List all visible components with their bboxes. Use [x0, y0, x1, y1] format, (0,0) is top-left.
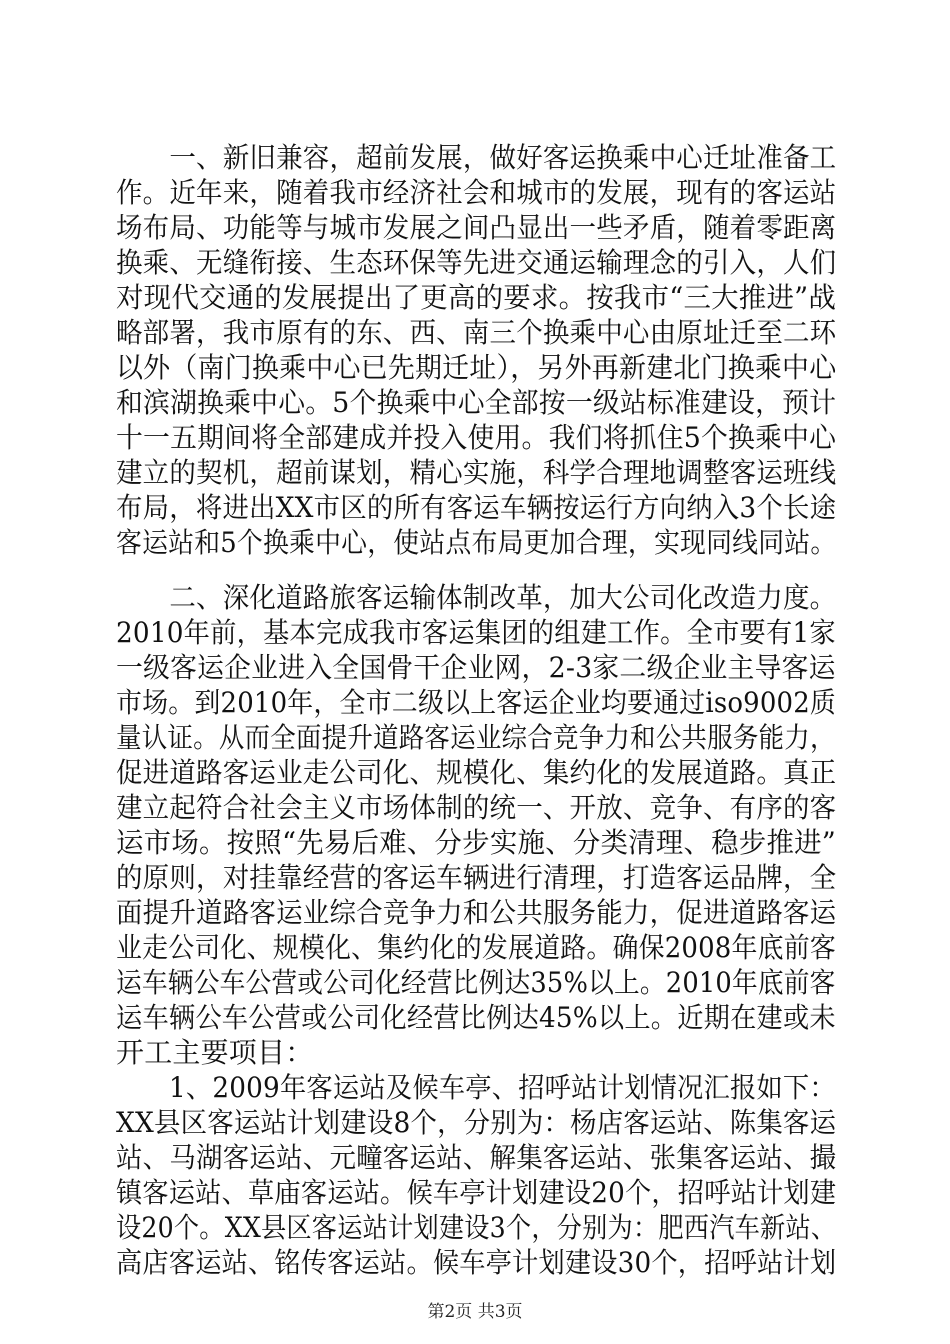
text-line: 二、深化道路旅客运输体制改革，加大公司化改造力度。	[116, 581, 837, 614]
text-line: 一、新旧兼容，超前发展，做好客运换乘中心迁址准备工	[116, 141, 837, 174]
text-line: 十一五期间将全部建成并投入使用。我们将抓住5个换乘中心	[116, 421, 837, 454]
text-line: 市场。到2010年，全市二级以上客运企业均要通过iso9002质	[116, 686, 837, 719]
text-line: 促进道路客运业走公司化、规模化、集约化的发展道路。真正	[116, 756, 837, 789]
text-line: 布局，将进出XX市区的所有客运车辆按运行方向纳入3个长途	[116, 491, 837, 524]
text-line: 的原则，对挂靠经营的客运车辆进行清理，打造客运品牌，全	[116, 861, 837, 894]
text-line: 运车辆公车公营或公司化经营比例达45%以上。近期在建或未	[116, 1001, 836, 1034]
page-footer: 第2页 共3页	[427, 1302, 523, 1322]
text-line: 运车辆公车公营或公司化经营比例达35%以上。2010年底前客	[116, 966, 836, 999]
text-line: 2010年前，基本完成我市客运集团的组建工作。全市要有1家	[116, 616, 836, 649]
text-line: 开工主要项目：	[116, 1036, 314, 1069]
text-line: 高店客运站、铭传客运站。候车亭计划建设30个，招呼站计划	[116, 1246, 837, 1279]
text-line: 对现代交通的发展提出了更高的要求。按我市“三大推进”战	[116, 281, 837, 314]
text-line: 面提升道路客运业综合竞争力和公共服务能力，促进道路客运	[116, 896, 837, 929]
text-line: 略部署，我市原有的东、西、南三个换乘中心由原址迁至二环	[116, 316, 837, 349]
text-line: 换乘、无缝衔接、生态环保等先进交通运输理念的引入，人们	[116, 246, 837, 279]
text-line: 量认证。从而全面提升道路客运业综合竞争力和公共服务能力，	[116, 721, 836, 754]
text-line: 1、2009年客运站及候车亭、招呼站计划情况汇报如下：	[116, 1071, 836, 1104]
text-line: 建立的契机，超前谋划，精心实施，科学合理地调整客运班线	[116, 456, 837, 489]
text-line: XX县区客运站计划建设8个，分别为：杨店客运站、陈集客运	[116, 1106, 837, 1139]
text-line: 设20个。XX县区客运站计划建设3个，分别为：肥西汽车新站、	[116, 1211, 837, 1244]
text-line: 建立起符合社会主义市场体制的统一、开放、竞争、有序的客	[116, 791, 837, 824]
text-line: 以外（南门换乘中心已先期迁址），另外再新建北门换乘中心	[116, 351, 837, 384]
text-line: 客运站和5个换乘中心，使站点布局更加合理，实现同线同站。	[116, 526, 837, 559]
text-line: 场布局、功能等与城市发展之间凸显出一些矛盾，随着零距离	[116, 211, 837, 244]
text-line: 一级客运企业进入全国骨干企业网，2-3家二级企业主导客运	[116, 651, 836, 684]
text-line: 作。近年来，随着我市经济社会和城市的发展，现有的客运站	[116, 176, 837, 209]
text-line: 业走公司化、规模化、集约化的发展道路。确保2008年底前客	[116, 931, 837, 964]
text-line: 运市场。按照“先易后难、分步实施、分类清理、稳步推进”	[116, 826, 837, 859]
text-line: 镇客运站、草庙客运站。候车亭计划建设20个，招呼站计划建	[116, 1176, 837, 1209]
text-line: 和滨湖换乘中心。5个换乘中心全部按一级站标准建设，预计	[116, 386, 837, 419]
text-line: 站、马湖客运站、元疃客运站、解集客运站、张集客运站、撮	[116, 1141, 837, 1174]
